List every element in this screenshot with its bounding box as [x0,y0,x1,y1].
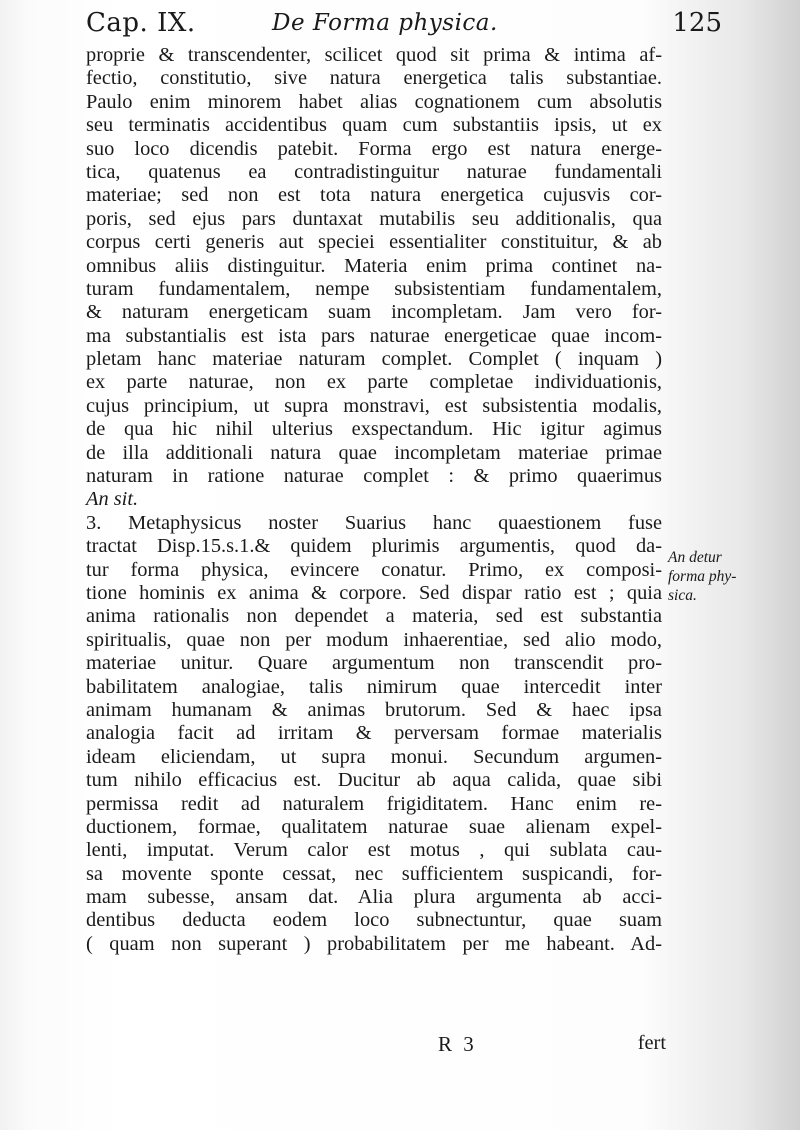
text-line: Paulo enim minorem habet alias cognationem cum absolutis [86,90,662,113]
text-line: naturam in ratione naturae complet : & primo quaerimus [86,465,662,488]
text-line: sa movente sponte cessat, nec sufficientem suspicandi, for- [86,862,662,885]
text-line: spiritualis, quae non per modum inhaerentiae, sed alio modo, [86,628,662,651]
text-line: turam fundamentalem, nempe subsistentiam fundamentalem, [86,277,662,300]
catchword: fert [637,1032,666,1054]
text-line: corpus certi generis aut speciei essentialiter constituitur, & ab [86,231,662,254]
signature-mark: R 3 [438,1032,477,1056]
text-line: materiae; sed non est tota natura energetica cujusvis cor- [86,184,662,207]
paragraph-2 [86,512,662,956]
text-line: suo loco dicendis patebit. Forma ergo est natura energe- [86,137,662,160]
text-line: & naturam energeticam suam incompletam. Jam vero for- [86,301,662,324]
text-line: poris, sed ejus pars duntaxat mutabilis seu additionalis, qua [86,207,662,230]
text-line: omnibus aliis distinguitur. Materia enim prima continet na- [86,254,662,277]
text-line: anima rationalis non dependet a materia, sed est substantia [86,605,662,628]
margin-note-line: An detur [668,549,722,566]
page-footer [86,1032,666,1062]
text-line: babilitatem analogiae, talis nimirum quae intercedit inter [86,675,662,698]
page-number: 125 [672,8,722,38]
text-line: dentibus deducta eodem loco subnectuntur, quae suam [86,909,662,932]
text-line: ideam eliciendam, ut supra monui. Secundum argumen- [86,745,662,768]
text-line: de qua hic nihil ulterius exspectandum. Hic igitur agimus [86,418,662,441]
text-line: tica, quatenus ea contradistinguitur naturae fundamentali [86,160,662,183]
text-line: animam humanam & animas brutorum. Sed & haec ipsa [86,698,662,721]
text-line: tractat Disp.15.s.1.& quidem plurimis argumentis, quod da- [86,535,662,558]
text-line: analogia facit ad irritam & perversam formae materialis [86,722,662,745]
text-line [86,488,662,511]
text-line: cujus principium, ut supra monstravi, est subsistentia modalis, [86,394,662,417]
paragraph-1 [86,44,662,512]
margin-note-line: sica. [668,587,697,604]
margin-note-line: forma phy- [668,568,737,585]
text-line: mam subesse, ansam dat. Alia plura argumenta ab acci- [86,886,662,909]
text-line: lenti, imputat. Verum calor est motus , qui sublata cau- [86,839,662,862]
text-line: ex parte naturae, non ex parte completae individuationis, [86,371,662,394]
text-line: tione hominis ex anima & corpore. Sed dispar ratio est ; quia [86,581,662,604]
text-line: ma substantialis est ista pars naturae energeticae quae incom- [86,324,662,347]
text-line: seu terminatis accidentibus quam cum substantiis ipsis, ut ex [86,114,662,137]
italic-question: An sit. [86,488,139,511]
text-line: materiae unitur. Quare argumentum non transcendit pro- [86,652,662,675]
text-line: proprie & transcendenter, scilicet quod sit prima & intima af- [86,44,662,66]
running-head [86,8,722,48]
text-line: permissa redit ad naturalem frigiditatem. Hanc enim re- [86,792,662,815]
margin-note [668,548,768,605]
text-line: fectio, constitutio, sive natura energetica talis substantiae. [86,67,662,90]
chapter-label: Cap. IX. [86,8,196,38]
text-line: tur forma physica, evincere conatur. Primo, ex composi- [86,558,662,581]
text-line: de illa additionali natura quae incompletam materiae primae [86,441,662,464]
text-line: tum nihilo efficacius est. Ducitur ab aqua calida, quae sibi [86,769,662,792]
text-line: 3. Metaphysicus noster Suarius hanc quaestionem fuse [86,511,662,534]
text-line: ductionem, formae, qualitatem naturae suae alienam expel- [86,815,662,838]
text-line: pletam hanc materiae naturam complet. Complet ( inquam ) [86,348,662,371]
running-title: De Forma physica. [272,10,498,36]
text-line: ( quam non superant ) probabilitatem per me habeant. Ad- [86,932,662,955]
body-text [86,44,662,956]
